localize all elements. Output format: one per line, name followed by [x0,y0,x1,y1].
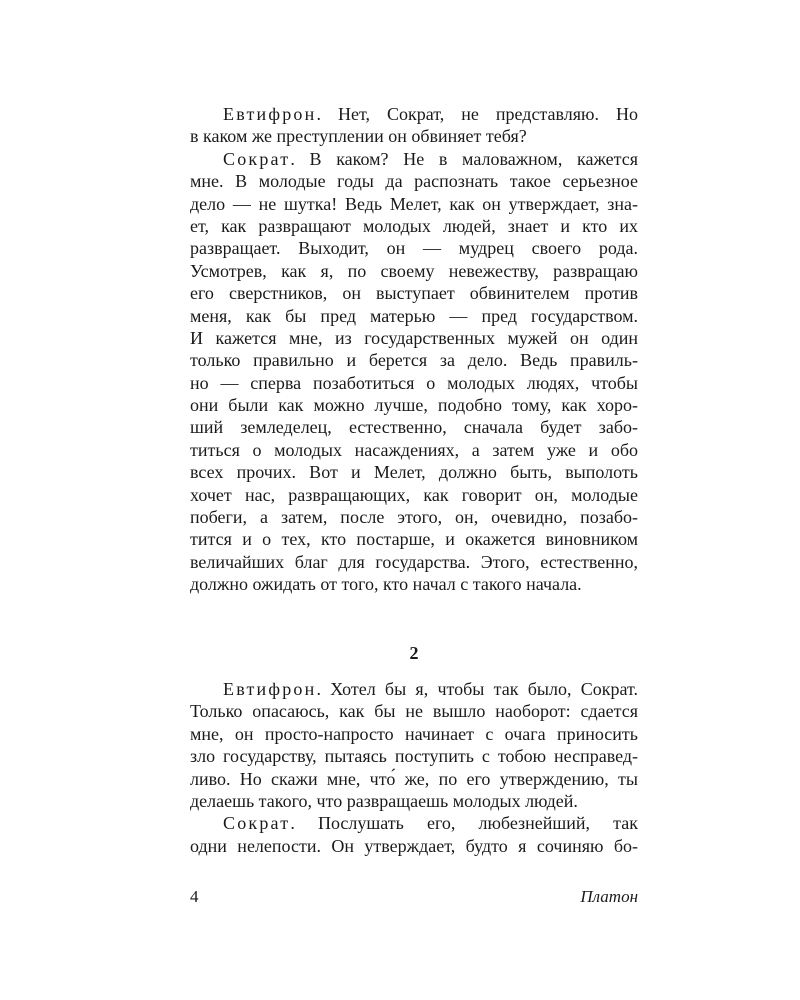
text-line: ет, как развращают молодых людей, знает и кто их [190,215,638,236]
speaker-name: Сократ [223,813,291,834]
running-footer-author: Платон [580,887,638,906]
text-line: мне. В молодые годы да распознать такое серьезное [190,171,638,192]
section-number: 2 [409,643,419,663]
text-line: только правильно и берется за дело. Ведь правиль- [190,350,638,371]
text-line: хочет нас, развращающих, как говорит он, молодые [190,484,638,505]
text-line: его сверстников, он выступает обвинителем против [190,283,638,304]
text-line: Евтифрон. Хотел бы я, чтобы так было, Сократ. [223,679,638,699]
text-line: титься о молодых насаждениях, а затем уже и обо [190,439,638,460]
text-line: меня, как бы пред матерью — пред государством. [190,305,638,326]
text-line: дело — не шутка! Ведь Мелет, как он утверждает, зна- [190,193,638,214]
text-line: ший земледелец, естественно, сначала будет забо- [190,417,638,438]
text-line: развращает. Выходит, он — мудрец своего рода. [190,238,638,259]
text-line: одни нелепости. Он утверждает, будто я сочиняю бо- [190,835,638,856]
page-number: 4 [190,887,199,906]
text-line: но — сперва позаботиться о молодых людях, чтобы [190,372,638,393]
text-block-1 [190,103,638,596]
text-line: в каком же преступлении он обвиняет тебя? [190,126,527,147]
text-line: Евтифрон. Нет, Сократ, не представляю. Но [223,104,638,124]
text-line: зло государству, пытаясь поступить с тобою несправед- [190,746,638,767]
text-line: Сократ. Послушать его, любезнейший, так [223,813,638,834]
text-line: Усмотрев, как я, по своему невежеству, развращаю [190,260,638,281]
speaker-name: Сократ [223,148,291,169]
text-line: делаешь такого, что развращаешь молодых людей. [190,790,578,811]
speaker-name: Евтифрон [223,104,317,124]
text-line: И кажется мне, из государственных мужей он один [190,327,638,348]
text-line: они были как можно лучше, подобно тому, как хоро- [190,395,638,416]
text-line: Сократ. В каком? Не в маловажном, кажется [223,148,638,169]
text-line: величайших благ для государства. Этого, естественно, [190,551,638,572]
text-line: Только опасаюсь, как бы не вышло наоборот: сдается [190,701,638,722]
text-line: побеги, а затем, после этого, он, очевидно, позабо- [190,507,638,528]
text-line: мне, он просто-напросто начинает с очага приносить [190,723,638,744]
text-line: всех прочих. Вот и Мелет, должно быть, выполоть [190,462,638,483]
text-block-2 [190,678,638,857]
text-line: должно ожидать от того, кто начал с такого начала. [190,574,582,595]
text-line: тится и о тех, кто постарше, и окажется виновником [190,529,638,550]
text-line: ливо. Но скажи мне, что́ же, по его утверждению, ты [190,768,638,789]
speaker-name: Евтифрон [223,679,317,699]
